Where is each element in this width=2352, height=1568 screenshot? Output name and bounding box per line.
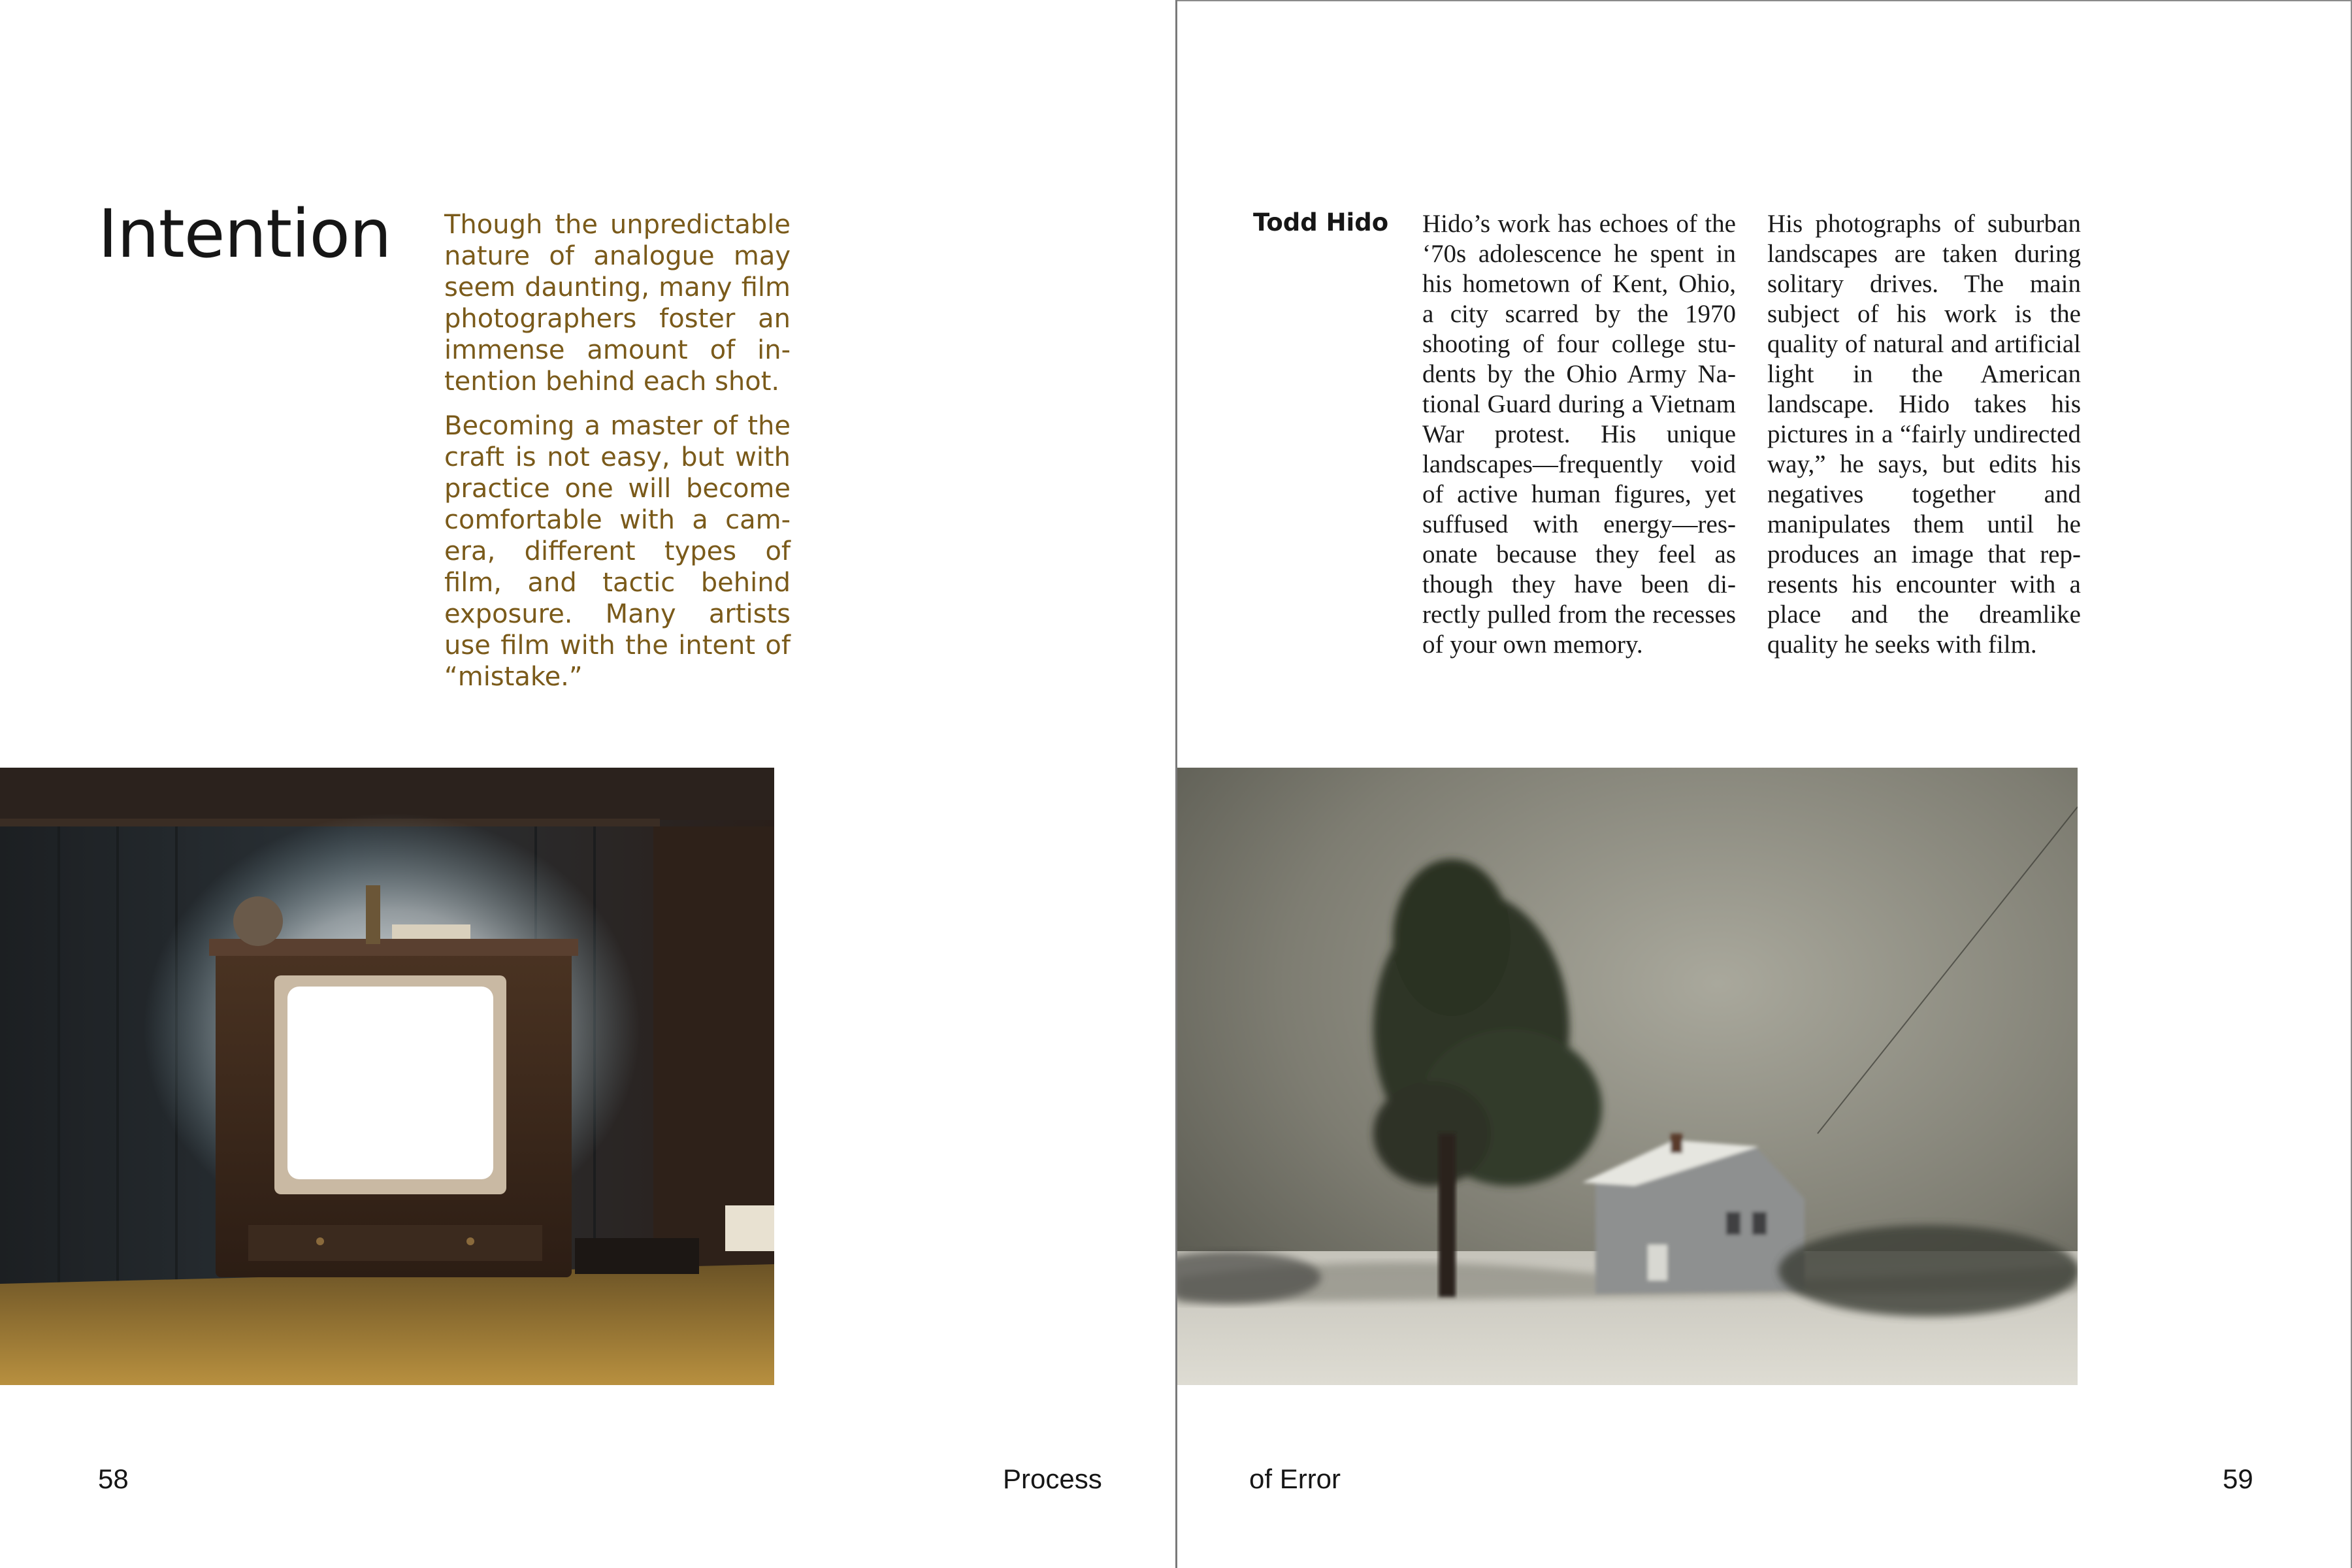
photographer-byline: Todd Hido xyxy=(1253,208,1389,237)
page-number-right: 59 xyxy=(2223,1463,2253,1494)
article-column-2 xyxy=(1767,209,2081,660)
section-heading: Intention xyxy=(98,195,391,273)
television-photo-illustration xyxy=(0,768,774,1385)
intro-paragraph-2: Becoming a master of the craft is not easy, but with practice one will become comfortable with a camera, different types of film, and tactic behind exposure. Many artists use film with the intent of “mistake.” xyxy=(444,411,791,692)
running-title-right: of Error xyxy=(1249,1463,1341,1494)
photo-glowing-television xyxy=(0,768,774,1385)
article-column-1-text: Hido’s work has echoes of the ‘70s adolescence he spent in his hometown of Kent, Ohio, a city scarred by the 1970 shooting of four college students by the Ohio Army National Guard during a Vietnam War protest. His unique landscapes—frequently void of active human figures, yet suffused with energy—resonate because they feel as though they have been directly pulled from the recesses of your own memory. xyxy=(1422,210,1736,659)
house-photo-illustration xyxy=(1177,768,2078,1385)
intro-paragraph-1: Though the unpredictable nature of analogue may seem daunting, many film photographers foster an immense amount of intention behind each shot. xyxy=(444,210,791,397)
intro-text xyxy=(444,209,791,706)
article-column-1 xyxy=(1422,209,1736,660)
article-column-2-text: His photographs of suburban landscapes are taken during solitary drives. The main subject of his work is the quality of natural and artificial light in the American landscape. Hido takes his pictures in a “fairly undirected way,” he says, but edits his negatives together and manipulates them until he produces an image that represents his encounter with a place and the dreamlike quality he seeks with film. xyxy=(1767,210,2081,659)
photo-house-with-tree xyxy=(1177,768,2078,1385)
running-title-left: Process xyxy=(1003,1463,1102,1494)
page-number-left: 58 xyxy=(98,1463,129,1494)
